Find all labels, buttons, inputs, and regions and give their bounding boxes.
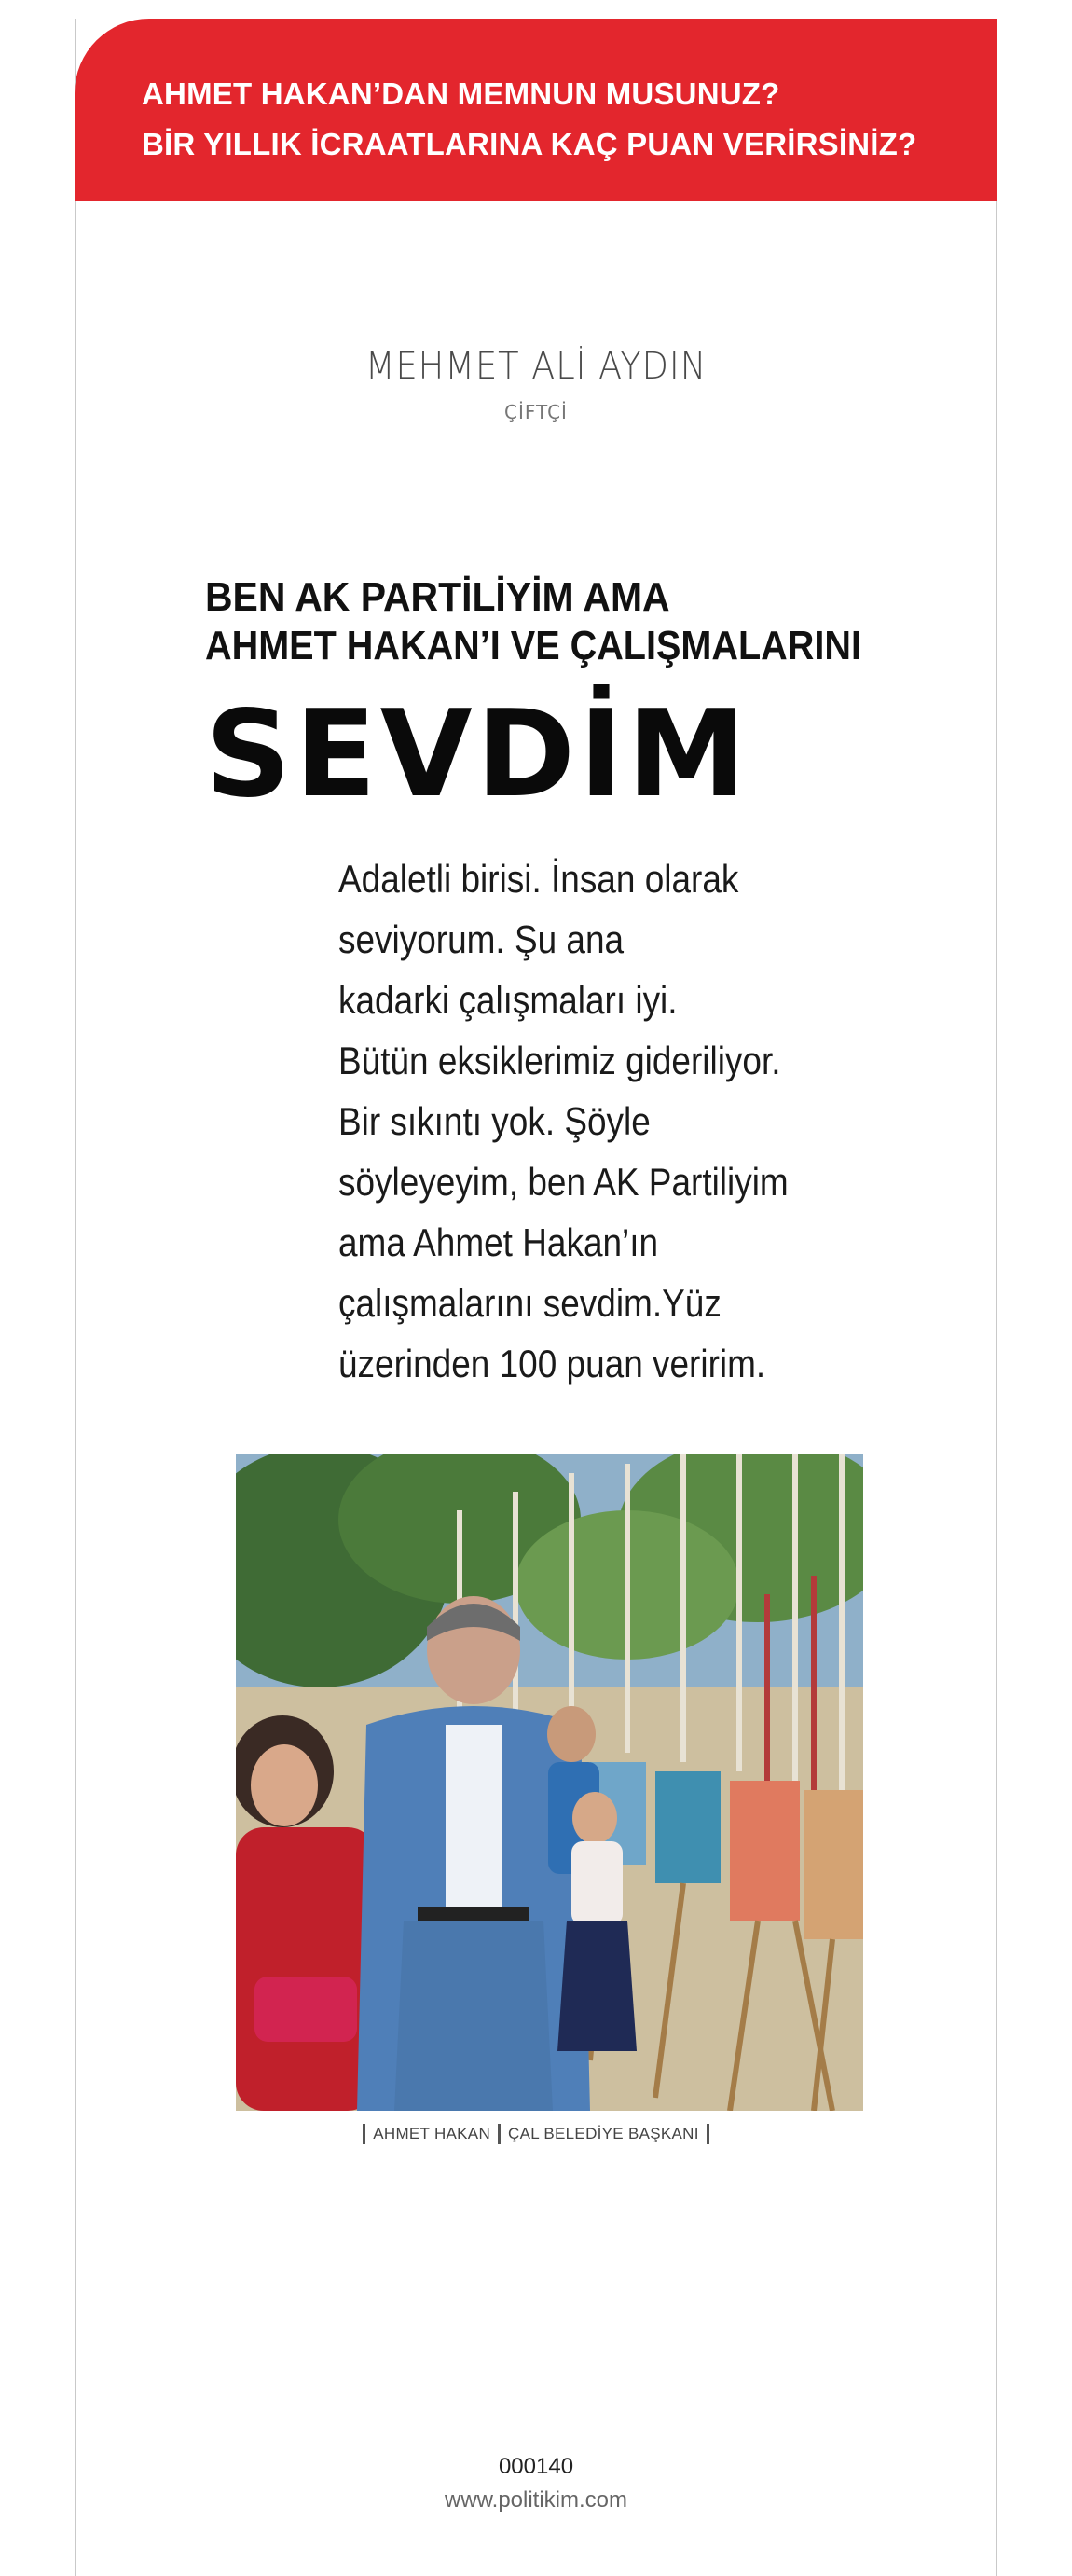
caption-divider <box>498 2124 501 2144</box>
quote-line: söyleyeyim, ben AK Partiliyim <box>338 1160 789 1204</box>
author-role: ÇİFTÇİ <box>504 401 568 423</box>
author-name: MEHMET ALİ AYDIN <box>364 345 708 388</box>
caption-divider <box>707 2124 709 2144</box>
caption-divider <box>363 2124 365 2144</box>
quote-line: kadarki çalışmaları iyi. <box>338 978 678 1022</box>
banner-question-1: AHMET HAKAN’DAN MEMNUN MUSUNUZ? <box>142 76 780 111</box>
footer-code: 000140 <box>498 2454 574 2479</box>
mayor-photo <box>236 1454 863 2111</box>
quote-body <box>338 848 898 1394</box>
quote-line: ama Ahmet Hakan’ın <box>338 1220 659 1264</box>
headline-big-word: SEVDİM <box>205 685 749 824</box>
quote-line: çalışmalarını sevdim.Yüz <box>338 1281 722 1325</box>
quote-line: üzerinden 100 puan veririm. <box>338 1342 766 1385</box>
headline <box>205 573 934 670</box>
header-banner <box>75 19 997 201</box>
caption-title: ÇAL BELEDİYE BAŞKANI <box>508 2125 699 2142</box>
quote-line: seviyorum. Şu ana <box>338 917 625 961</box>
footer-url: www.politikim.com <box>444 2487 628 2513</box>
headline-line-2: AHMET HAKAN’I VE ÇALIŞMALARINI <box>205 623 861 668</box>
headline-line-1: BEN AK PARTİLİYİM AMA <box>205 574 670 620</box>
quote-line: Adaletli birisi. İnsan olarak <box>338 857 739 901</box>
caption-name: AHMET HAKAN <box>373 2125 491 2142</box>
quote-line: Bir sıkıntı yok. Şöyle <box>338 1099 651 1143</box>
quote-line: Bütün eksiklerimiz gideriliyor. <box>338 1039 781 1082</box>
banner-question-2: BİR YILLIK İCRAATLARINA KAÇ PUAN VERİRSİNİZ? <box>142 127 917 161</box>
photo-caption <box>75 2124 997 2144</box>
